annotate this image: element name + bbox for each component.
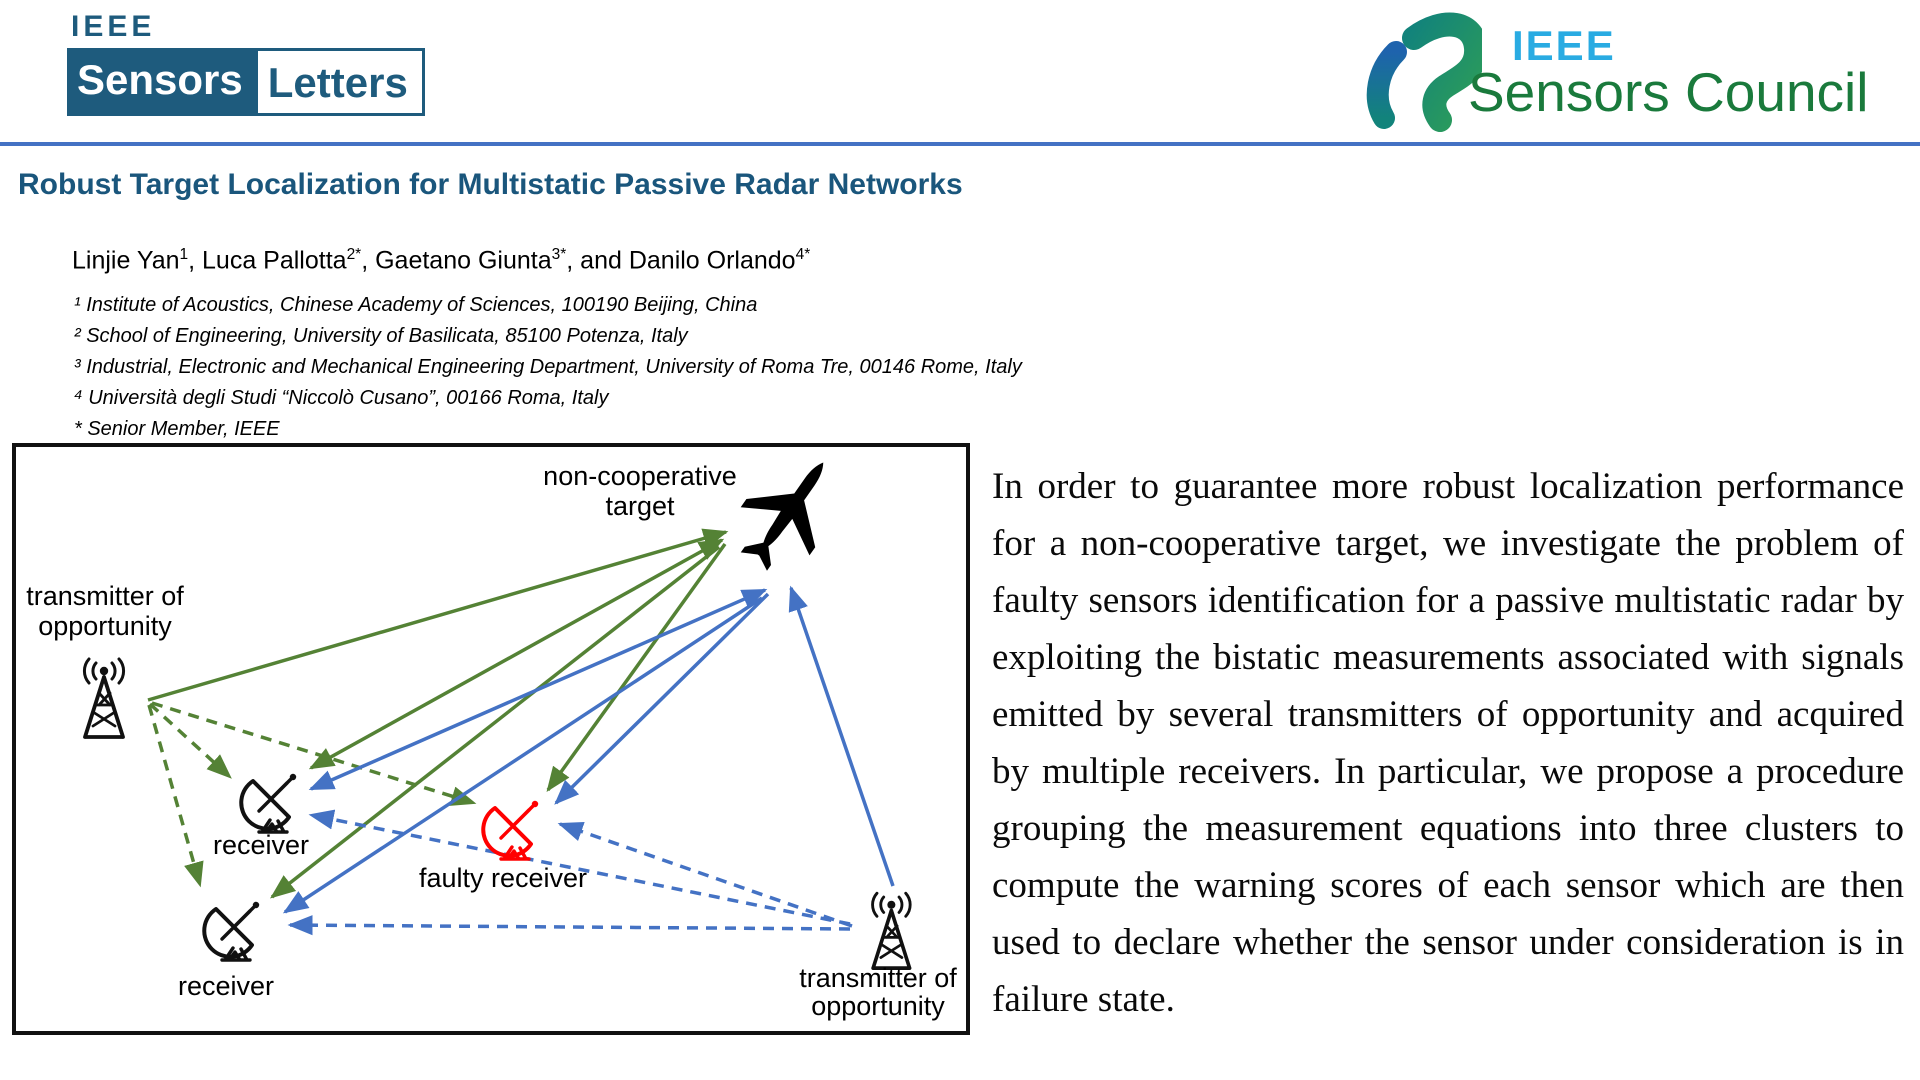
tx2-signal-paths xyxy=(285,588,893,929)
tx1-to-target-path xyxy=(148,532,726,700)
target-label-line2: target xyxy=(605,491,675,521)
faulty-receiver-label: faulty receiver xyxy=(418,863,588,893)
target-to-rx1-path-blue xyxy=(311,590,765,789)
target-to-faulty-path-green xyxy=(548,544,725,790)
authors-line: Linjie Yan$^1$, Luca Pallotta$^{2*}$, Gaetano Giunta$^{3*}$, and Danilo Orlando$^{4*}$ xyxy=(72,246,811,275)
airplane-icon xyxy=(719,443,857,586)
affiliations-block xyxy=(74,290,1022,445)
affiliation-line: ² School of Engineering, University of Basilicata, 85100 Potenza, Italy xyxy=(74,325,688,347)
tx1-label-line2: opportunity xyxy=(38,611,172,641)
target-to-rx1-path-green xyxy=(311,540,722,768)
sensors-letters-letters-text: Letters xyxy=(255,48,425,116)
sensors-letters-wordmark xyxy=(67,48,425,116)
receiver1-dish-icon xyxy=(241,774,296,832)
receiver2-dish-icon xyxy=(204,902,259,960)
sensors-letters-logo xyxy=(67,10,425,116)
sensors-council-ieee-text: IEEE xyxy=(1512,22,1616,69)
page-title: Robust Target Localization for Multistatic Passive Radar Networks xyxy=(18,168,963,201)
target-label-line1: non-cooperative xyxy=(543,461,737,491)
abstract-text: In order to guarantee more robust localization performance for a non-cooperative target, we investigate the problem of faulty sensors identification for a passive multistatic radar by exploiting the bistatic measurements associated with signals emitted by several transmitters of opportunity and acquired by multiple receivers. In particular, we propose a procedure grouping the measurement equations into three clusters to compute the warning scores of each sensor which are then used to declare whether the sensor under consideration is in failure state. xyxy=(992,466,1904,1020)
affiliation-line: * Senior Member, IEEE xyxy=(74,418,280,440)
tx2-label-line1: transmitter of xyxy=(799,963,957,993)
target-to-faulty-path-blue xyxy=(556,594,768,803)
rx1-label: receiver xyxy=(212,830,310,860)
faulty-receiver-dish-icon xyxy=(483,801,538,859)
sensors-council-swoosh-icon xyxy=(1362,10,1482,138)
radar-network-diagram xyxy=(12,443,970,1035)
affiliation-line: ¹ Institute of Acoustics, Chinese Academy of Sciences, 100190 Beijing, China xyxy=(74,294,758,316)
transmitter2-tower-icon xyxy=(873,893,911,968)
rx2-label: receiver xyxy=(177,971,275,1001)
tx1-label-line1: transmitter of xyxy=(26,581,184,611)
tx2-to-target-path xyxy=(791,588,893,886)
tx1-to-rx2-direct-path xyxy=(149,705,200,885)
sensors-council-name-text: Sensors Council xyxy=(1468,61,1869,123)
tx2-label-line2: opportunity xyxy=(811,991,945,1021)
sensors-letters-sensors-text: Sensors xyxy=(67,48,255,116)
tx2-to-rx2-direct-path xyxy=(290,925,850,929)
affiliation-line: ⁴ Università degli Studi “Niccolò Cusano”, 00166 Roma, Italy xyxy=(74,387,609,409)
affiliation-line: ³ Industrial, Electronic and Mechanical Engineering Department, University of Roma Tre, 00146 Rome, Italy xyxy=(74,356,1022,378)
header-divider-line xyxy=(0,142,1920,146)
transmitter1-tower-icon xyxy=(84,659,123,737)
radar-network-figure xyxy=(12,443,970,1035)
sensors-letters-ieee-text: IEEE xyxy=(71,10,156,43)
